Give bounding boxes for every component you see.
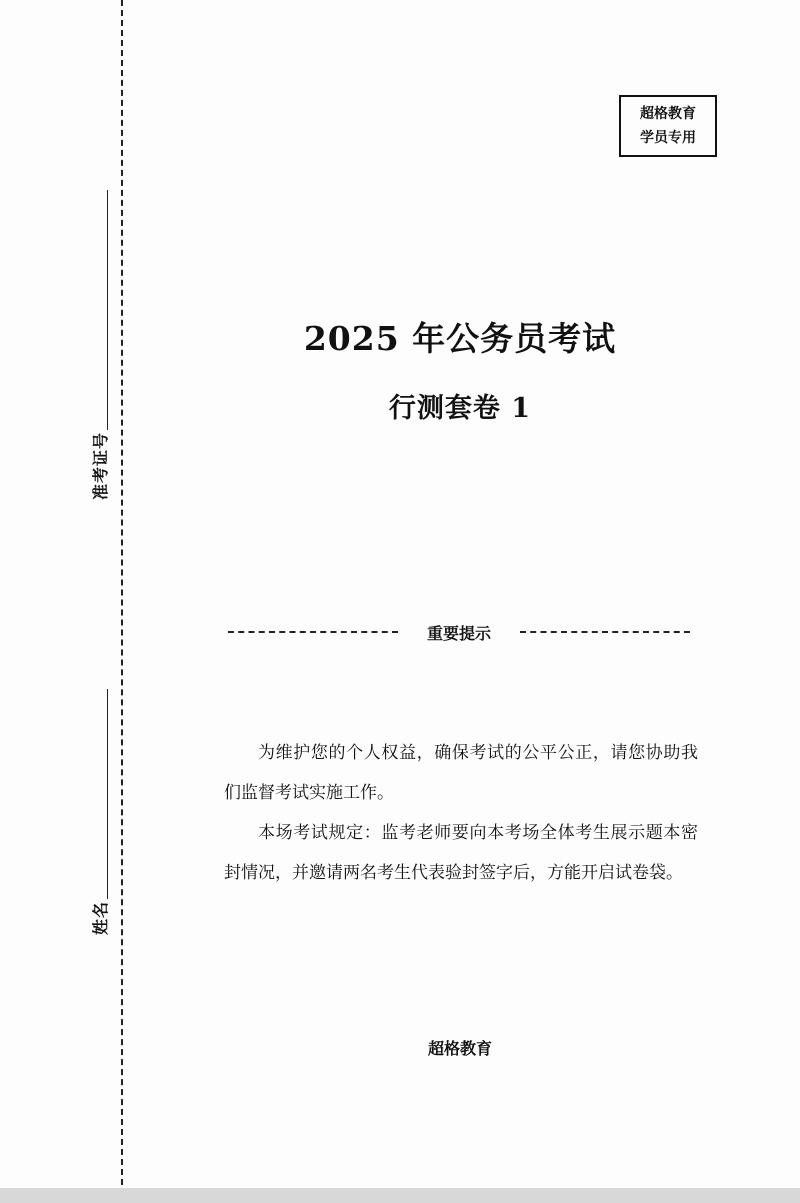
notice-body xyxy=(224,733,698,893)
name-field xyxy=(88,689,111,935)
exam-number-field xyxy=(88,190,111,500)
exam-title: 2025 年公务员考试 xyxy=(303,319,617,358)
name-underline xyxy=(106,689,108,899)
binding-dashed-line xyxy=(121,0,123,1185)
stamp-line-1: 超格教育 xyxy=(640,106,696,122)
notice-dash-right xyxy=(520,631,690,633)
student-only-stamp xyxy=(619,95,717,157)
notice-header xyxy=(228,620,690,644)
notice-title: 重要提示 xyxy=(426,623,491,643)
stamp-line-2: 学员专用 xyxy=(640,130,696,146)
notice-paragraph: 为维护您的个人权益，确保考试的公平公正，请您协助我们监督考试实施工作。 xyxy=(224,743,698,803)
exam-subtitle: 行测套卷 1 xyxy=(388,393,532,424)
notice-paragraph: 本场考试规定：监考老师要向本考场全体考生展示题本密封情况，并邀请两名考生代表验封签字后，方能开启试卷袋。 xyxy=(224,823,698,883)
exam-number-label: 准考证号 xyxy=(91,431,110,500)
exam-number-underline xyxy=(106,190,108,430)
scan-bottom-edge xyxy=(0,1188,800,1203)
name-label: 姓名 xyxy=(91,900,110,935)
footer-organization: 超格教育 xyxy=(427,1039,492,1058)
notice-dash-left xyxy=(228,631,398,633)
